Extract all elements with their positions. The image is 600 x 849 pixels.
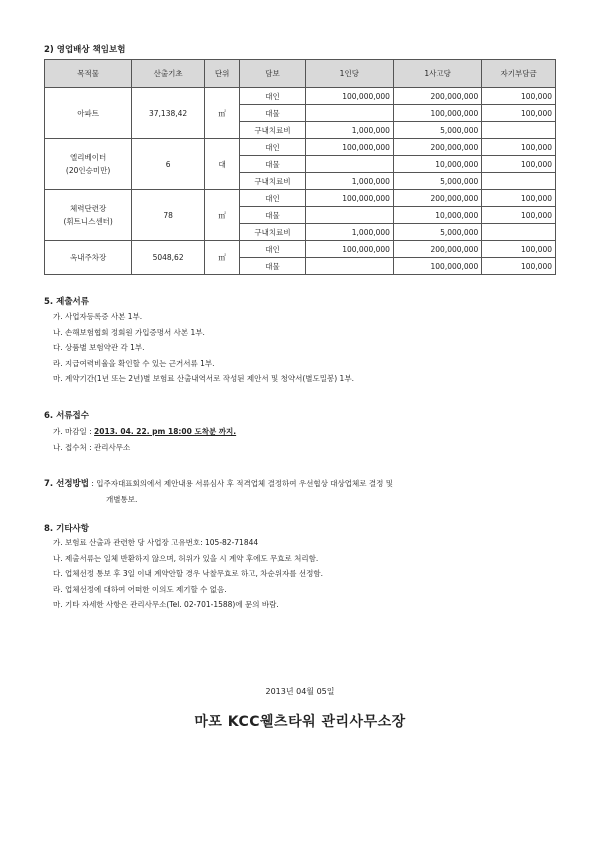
coverage-cell: 구내치료비 (240, 173, 305, 190)
header-cell: 자기부담금 (482, 60, 556, 88)
per-accident-cell: 5,000,000 (393, 173, 481, 190)
coverage-cell: 구내치료비 (240, 224, 305, 241)
list-item: 가. 사업자등록증 사본 1부. (53, 312, 143, 321)
list-item: 라. 지급여력비율을 확인할 수 있는 근거서류 1부. (53, 358, 215, 368)
table-row (45, 190, 556, 207)
unit-cell: 대 (204, 139, 239, 190)
deductible-cell: 100,000 (482, 241, 556, 258)
coverage-cell: 대인 (240, 241, 305, 258)
per-accident-cell: 10,000,000 (393, 156, 481, 173)
unit-cell: ㎡ (204, 88, 239, 139)
header-cell: 담보 (240, 60, 305, 88)
per-accident-cell: 200,000,000 (393, 190, 481, 207)
header-cell: 단위 (204, 60, 239, 88)
per-person-cell (305, 156, 393, 173)
signer-title: 마포 KCC웰츠타워 관리사무소장 (194, 714, 406, 730)
deductible-cell: 100,000 (482, 105, 556, 122)
per-person-cell (305, 105, 393, 122)
list-item: 나. 제출서류는 일체 반환하지 않으며, 허위가 있을 시 계약 후에도 무효로 처리함. (53, 553, 319, 563)
basis-cell: 37,138,42 (132, 88, 205, 139)
table-header-row (45, 60, 556, 88)
deductible-cell (482, 122, 556, 139)
coverage-cell: 대물 (240, 258, 305, 275)
unit-cell: ㎡ (204, 190, 239, 241)
per-person-cell: 1,000,000 (305, 173, 393, 190)
per-accident-cell: 200,000,000 (393, 241, 481, 258)
section-2-title: 2) 영업배상 책임보험 (44, 45, 126, 55)
header-cell: 목적물 (45, 60, 132, 88)
section-8-title: 8. 기타사항 (44, 524, 89, 534)
list-item: 마. 기타 자세한 사항은 관리사무소(Tel. 02-701-1588)에 문의 바람. (53, 600, 279, 609)
coverage-cell: 대물 (240, 156, 305, 173)
object-name-cell (45, 139, 132, 190)
per-accident-cell: 100,000,000 (393, 258, 481, 275)
per-accident-cell: 200,000,000 (393, 139, 481, 156)
basis-cell: 5048,62 (132, 241, 205, 275)
per-person-cell: 100,000,000 (305, 190, 393, 207)
per-accident-cell: 5,000,000 (393, 122, 481, 139)
list-item (53, 424, 236, 440)
table-row (45, 139, 556, 156)
header-cell: 1사고당 (393, 60, 481, 88)
basis-cell: 6 (132, 139, 205, 190)
object-name: 아파트 (77, 108, 99, 118)
deductible-cell: 100,000 (482, 156, 556, 173)
per-person-cell: 100,000,000 (305, 88, 393, 105)
object-name: 체력단련장 (70, 204, 107, 213)
object-subname: (휘트니스센터) (63, 217, 113, 226)
per-accident-cell: 100,000,000 (393, 105, 481, 122)
coverage-cell: 구내치료비 (240, 122, 305, 139)
list-item: 마. 계약기간(1년 또는 2년)별 보험료 산출내역서로 작성된 제안서 및 청약서(별도밀봉) 1부. (53, 374, 354, 383)
object-name: 엘리베이터 (70, 153, 107, 162)
section-7-title: 7. 선정방법 (44, 479, 89, 489)
list-item: 다. 업체선정 통보 후 3일 이내 계약안할 경우 낙찰무효로 하고, 차순위자를 선정함. (53, 569, 323, 578)
object-name-cell (45, 88, 132, 139)
selection-method (44, 476, 564, 507)
deductible-cell: 100,000 (482, 139, 556, 156)
coverage-cell: 대인 (240, 190, 305, 207)
table-row (45, 241, 556, 258)
list-item: 나. 접수처 : 관리사무소 (53, 442, 131, 452)
submission-list (53, 424, 236, 455)
coverage-cell: 대인 (240, 139, 305, 156)
object-name: 옥내주차장 (70, 253, 107, 262)
basis-cell: 78 (132, 190, 205, 241)
per-accident-cell: 5,000,000 (393, 224, 481, 241)
header-cell: 산출기초 (132, 60, 205, 88)
coverage-cell: 대물 (240, 207, 305, 224)
object-name-cell (45, 190, 132, 241)
unit-cell: ㎡ (204, 241, 239, 275)
section-5-title: 5. 제출서류 (44, 297, 89, 307)
liability-insurance-table (44, 59, 556, 275)
list-item: 나. 손해보험협회 정회원 가입증명서 사본 1부. (53, 327, 205, 337)
per-person-cell (305, 207, 393, 224)
selection-method-line (44, 476, 564, 492)
deductible-cell: 100,000 (482, 258, 556, 275)
deadline-value: 2013. 04. 22. pm 18:00 도착분 까지. (94, 427, 237, 436)
list-item: 라. 업체선정에 대하여 어떠한 이의도 제기할 수 없음. (53, 584, 227, 594)
deductible-cell: 100,000 (482, 190, 556, 207)
deductible-cell (482, 173, 556, 190)
per-accident-cell: 200,000,000 (393, 88, 481, 105)
coverage-cell: 대물 (240, 105, 305, 122)
required-documents-list (53, 309, 354, 387)
other-notes-list (53, 535, 323, 613)
deductible-cell: 100,000 (482, 88, 556, 105)
object-subname: (20인승미만) (65, 166, 111, 175)
table-row (45, 88, 556, 105)
document-date: 2013년 04월 05일 (265, 687, 335, 696)
per-person-cell (305, 258, 393, 275)
list-item: 다. 상품별 보험약관 각 1부. (53, 343, 145, 352)
per-accident-cell: 10,000,000 (393, 207, 481, 224)
per-person-cell: 1,000,000 (305, 224, 393, 241)
selection-method-text-continued: 개별통보. (106, 495, 138, 504)
deadline-label: 가. 마감일 : (53, 427, 95, 436)
object-name-cell (45, 241, 132, 275)
per-person-cell: 100,000,000 (305, 139, 393, 156)
header-cell: 1인당 (305, 60, 393, 88)
per-person-cell: 100,000,000 (305, 241, 393, 258)
coverage-cell: 대인 (240, 88, 305, 105)
section-6-title: 6. 서류접수 (44, 411, 89, 421)
per-person-cell: 1,000,000 (305, 122, 393, 139)
list-item: 가. 보험료 산출과 관련한 당 사업장 고유번호: 105-82-71844 (53, 538, 259, 547)
deductible-cell: 100,000 (482, 207, 556, 224)
selection-method-text: : 입주자대표회의에서 제안내용 서류심사 후 적격업체 결정하여 우선협상 대상업체로 결정 및 (91, 479, 394, 488)
deductible-cell (482, 224, 556, 241)
